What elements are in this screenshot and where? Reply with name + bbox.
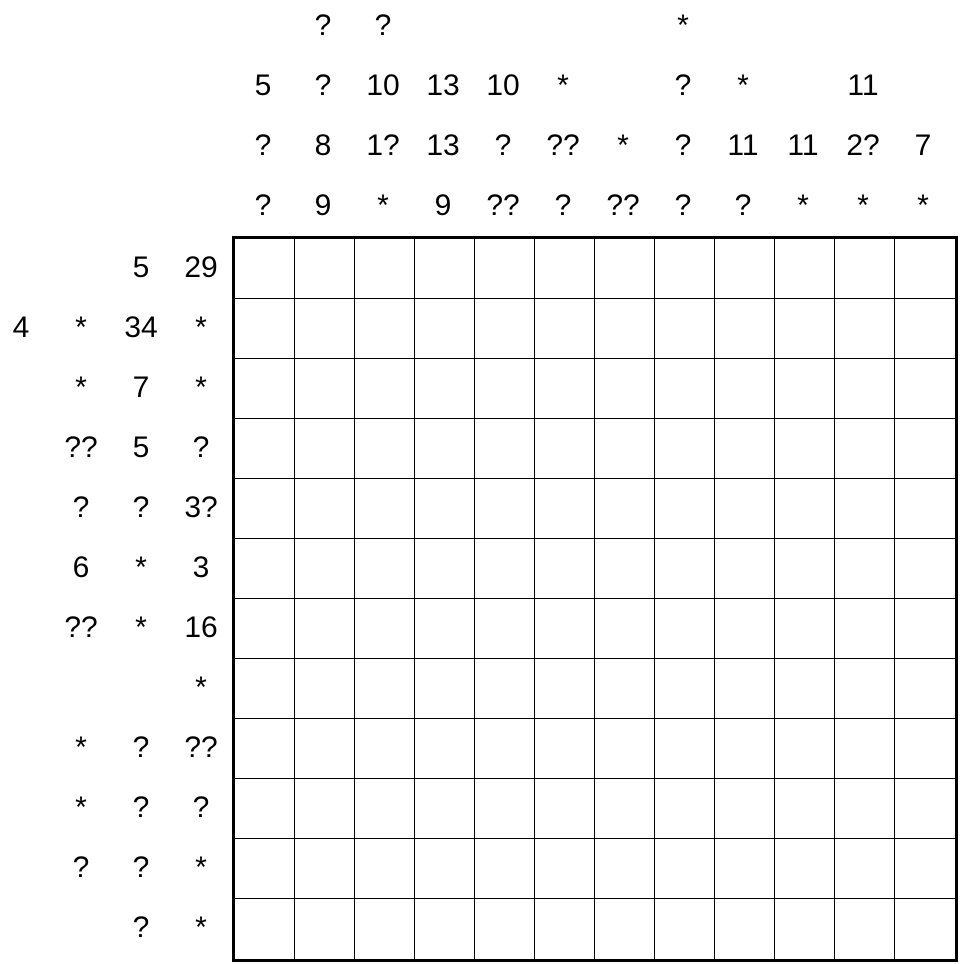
row-clue: *: [195, 311, 207, 344]
grid-cell[interactable]: [295, 779, 355, 839]
grid-cell[interactable]: [355, 299, 415, 359]
grid-cell[interactable]: [715, 779, 775, 839]
grid-cell[interactable]: [475, 599, 535, 659]
grid-cell[interactable]: [835, 419, 895, 479]
grid-cell[interactable]: [775, 719, 835, 779]
grid-cell[interactable]: [775, 839, 835, 899]
grid-cell[interactable]: [595, 659, 655, 719]
grid-cell[interactable]: [895, 299, 955, 359]
column-clue: *: [797, 189, 809, 222]
grid-cell[interactable]: [835, 659, 895, 719]
row-clue: 29: [184, 251, 218, 284]
grid-cell[interactable]: [235, 779, 295, 839]
row-clue: 3: [192, 551, 210, 584]
grid-cell[interactable]: [235, 839, 295, 899]
grid-cell[interactable]: [535, 299, 595, 359]
grid-cell[interactable]: [595, 419, 655, 479]
grid-cell[interactable]: [535, 719, 595, 779]
grid-cell[interactable]: [235, 239, 295, 299]
grid-cell[interactable]: [715, 719, 775, 779]
column-clue: 10: [486, 69, 520, 102]
column-clue: ?: [374, 9, 392, 42]
column-clue: ?: [254, 189, 272, 222]
grid-cell[interactable]: [655, 659, 715, 719]
grid-cell[interactable]: [355, 539, 415, 599]
grid-cell[interactable]: [895, 719, 955, 779]
column-clue: ?: [554, 189, 572, 222]
grid-cell[interactable]: [415, 839, 475, 899]
grid-cell[interactable]: [715, 419, 775, 479]
grid-cell[interactable]: [775, 299, 835, 359]
grid-cell[interactable]: [535, 539, 595, 599]
grid-cell[interactable]: [835, 599, 895, 659]
grid-cell[interactable]: [295, 659, 355, 719]
column-clue: 9: [434, 189, 452, 222]
grid-cell[interactable]: [355, 599, 415, 659]
grid-cell[interactable]: [715, 239, 775, 299]
row-clue: *: [75, 791, 87, 824]
grid-cell[interactable]: [715, 899, 775, 959]
grid-cell[interactable]: [775, 899, 835, 959]
grid-cell[interactable]: [475, 539, 535, 599]
grid-cell[interactable]: [535, 359, 595, 419]
grid-cell[interactable]: [715, 359, 775, 419]
grid-cell[interactable]: [295, 839, 355, 899]
grid-cell[interactable]: [235, 599, 295, 659]
grid-cell[interactable]: [655, 899, 715, 959]
grid-cell[interactable]: [715, 479, 775, 539]
grid-cell[interactable]: [835, 839, 895, 899]
row-clue: 5: [132, 251, 150, 284]
grid-cell[interactable]: [775, 779, 835, 839]
grid-cell[interactable]: [475, 479, 535, 539]
row-clue: *: [195, 851, 207, 884]
column-clue: 2?: [846, 129, 880, 162]
grid-cell[interactable]: [475, 239, 535, 299]
grid-cell[interactable]: [835, 239, 895, 299]
grid-cell[interactable]: [235, 659, 295, 719]
grid-cell[interactable]: [355, 719, 415, 779]
grid-cell[interactable]: [355, 359, 415, 419]
grid-cell[interactable]: [595, 359, 655, 419]
grid-cell[interactable]: [355, 659, 415, 719]
grid-cell[interactable]: [355, 899, 415, 959]
grid-cell[interactable]: [235, 479, 295, 539]
grid-cell[interactable]: [475, 899, 535, 959]
row-clue: ?: [132, 791, 150, 824]
grid-cell[interactable]: [415, 779, 475, 839]
grid-cell[interactable]: [655, 779, 715, 839]
grid-cell[interactable]: [655, 839, 715, 899]
grid-cell[interactable]: [235, 539, 295, 599]
row-clue: ?: [132, 851, 150, 884]
row-clue: *: [195, 371, 207, 404]
grid-cell[interactable]: [295, 599, 355, 659]
column-clue: *: [917, 189, 929, 222]
grid-cell[interactable]: [355, 479, 415, 539]
column-clue: 13: [426, 129, 460, 162]
grid-cell[interactable]: [415, 899, 475, 959]
column-clue: 11: [787, 129, 819, 162]
grid-cell[interactable]: [355, 779, 415, 839]
column-clue: *: [677, 9, 689, 42]
grid-cell[interactable]: [475, 299, 535, 359]
column-clue: ?: [254, 129, 272, 162]
grid-cell[interactable]: [655, 539, 715, 599]
grid-cell[interactable]: [595, 479, 655, 539]
row-clue: *: [135, 611, 147, 644]
row-clue: ??: [64, 611, 98, 644]
grid-cell[interactable]: [715, 599, 775, 659]
grid-cell[interactable]: [655, 419, 715, 479]
grid-cell[interactable]: [595, 779, 655, 839]
grid-cell[interactable]: [415, 239, 475, 299]
row-clue: *: [75, 371, 87, 404]
grid-cell[interactable]: [295, 359, 355, 419]
grid-cell[interactable]: [475, 359, 535, 419]
grid-cell[interactable]: [895, 359, 955, 419]
column-clue: 11: [847, 69, 879, 102]
grid-cell[interactable]: [295, 239, 355, 299]
grid-cell[interactable]: [415, 719, 475, 779]
grid-cell[interactable]: [235, 419, 295, 479]
grid-cell[interactable]: [835, 899, 895, 959]
grid-cell[interactable]: [295, 479, 355, 539]
column-clue: 10: [366, 69, 400, 102]
row-clue: *: [75, 731, 87, 764]
grid-cell[interactable]: [475, 719, 535, 779]
grid-cell[interactable]: [835, 479, 895, 539]
row-clue: ?: [132, 491, 150, 524]
row-clue: ?: [72, 491, 90, 524]
column-clue: *: [557, 69, 569, 102]
column-clue: 11: [727, 129, 759, 162]
grid-cell[interactable]: [895, 779, 955, 839]
column-clue: 5: [254, 69, 272, 102]
grid-cell[interactable]: [775, 599, 835, 659]
grid-cell[interactable]: [235, 299, 295, 359]
grid-cell[interactable]: [715, 839, 775, 899]
grid-cell[interactable]: [355, 239, 415, 299]
grid-cell[interactable]: [235, 719, 295, 779]
grid-cell[interactable]: [295, 539, 355, 599]
grid-cell[interactable]: [475, 839, 535, 899]
grid-cell[interactable]: [775, 359, 835, 419]
row-clue: ??: [64, 431, 98, 464]
row-clue: ??: [184, 731, 218, 764]
puzzle-grid: [232, 236, 958, 962]
grid-cell[interactable]: [775, 419, 835, 479]
grid-cell[interactable]: [835, 299, 895, 359]
grid-cell[interactable]: [475, 779, 535, 839]
grid-cell[interactable]: [415, 599, 475, 659]
grid-cell[interactable]: [835, 359, 895, 419]
column-clue: ?: [314, 69, 332, 102]
grid-cell[interactable]: [595, 539, 655, 599]
grid-cell[interactable]: [535, 839, 595, 899]
column-clue: 13: [426, 69, 460, 102]
row-clue: 5: [132, 431, 150, 464]
grid-cell[interactable]: [895, 599, 955, 659]
grid-cell[interactable]: [235, 359, 295, 419]
grid-cell[interactable]: [295, 899, 355, 959]
grid-cell[interactable]: [415, 539, 475, 599]
column-clue: *: [737, 69, 749, 102]
column-clue: ?: [674, 129, 692, 162]
grid-cell[interactable]: [535, 239, 595, 299]
column-clue: ?: [674, 69, 692, 102]
grid-cell[interactable]: [475, 419, 535, 479]
row-clue: ?: [132, 911, 150, 944]
grid-cell[interactable]: [655, 239, 715, 299]
grid-cell[interactable]: [835, 539, 895, 599]
grid-cell[interactable]: [835, 779, 895, 839]
grid-cell[interactable]: [655, 299, 715, 359]
row-clue: ?: [132, 731, 150, 764]
grid-cell[interactable]: [535, 779, 595, 839]
row-clue: 3?: [184, 491, 218, 524]
grid-cell[interactable]: [655, 479, 715, 539]
grid-cell[interactable]: [775, 659, 835, 719]
row-clue: 4: [12, 311, 30, 344]
row-clue: 7: [132, 371, 150, 404]
grid-cell[interactable]: [535, 659, 595, 719]
grid-cell[interactable]: [475, 659, 535, 719]
grid-cell[interactable]: [535, 419, 595, 479]
column-clue: 8: [314, 129, 332, 162]
grid-cell[interactable]: [895, 659, 955, 719]
column-clue: ??: [606, 189, 640, 222]
grid-cell[interactable]: [715, 659, 775, 719]
grid-cell[interactable]: [415, 659, 475, 719]
grid-cell[interactable]: [895, 239, 955, 299]
grid-cell[interactable]: [415, 359, 475, 419]
grid-cell[interactable]: [595, 839, 655, 899]
column-clue: ?: [494, 129, 512, 162]
grid-cell[interactable]: [595, 239, 655, 299]
grid-cell[interactable]: [715, 539, 775, 599]
grid-cell[interactable]: [355, 839, 415, 899]
column-clue: ??: [486, 189, 520, 222]
grid-cell[interactable]: [535, 899, 595, 959]
column-clue: 7: [914, 129, 932, 162]
grid-cell[interactable]: [295, 419, 355, 479]
column-clue: ?: [734, 189, 752, 222]
row-clue: *: [75, 311, 87, 344]
column-clue: *: [617, 129, 629, 162]
grid-cell[interactable]: [895, 839, 955, 899]
grid-cell[interactable]: [535, 599, 595, 659]
grid-cell[interactable]: [835, 719, 895, 779]
grid-cell[interactable]: [595, 299, 655, 359]
grid-cell[interactable]: [895, 539, 955, 599]
grid-cell[interactable]: [595, 599, 655, 659]
grid-cell[interactable]: [355, 419, 415, 479]
column-clue: ??: [546, 129, 580, 162]
row-clue: ?: [192, 431, 210, 464]
grid-cell[interactable]: [895, 479, 955, 539]
row-clue: *: [195, 911, 207, 944]
row-clue: 16: [184, 611, 218, 644]
column-clue: 1?: [366, 129, 400, 162]
grid-cell[interactable]: [775, 239, 835, 299]
row-clue: *: [195, 671, 207, 704]
grid-cell[interactable]: [715, 299, 775, 359]
row-clue: ?: [72, 851, 90, 884]
grid-cell[interactable]: [415, 419, 475, 479]
grid-cell[interactable]: [655, 599, 715, 659]
grid-cell[interactable]: [895, 419, 955, 479]
grid-cell[interactable]: [655, 719, 715, 779]
column-clue: ?: [314, 9, 332, 42]
column-clue: 9: [314, 189, 332, 222]
grid-cell[interactable]: [235, 899, 295, 959]
grid-cell[interactable]: [295, 299, 355, 359]
row-clue: *: [135, 551, 147, 584]
row-clue: 6: [72, 551, 90, 584]
grid-cell[interactable]: [295, 719, 355, 779]
row-clue: ?: [192, 791, 210, 824]
grid-cell[interactable]: [595, 899, 655, 959]
grid-cell[interactable]: [895, 899, 955, 959]
grid-cell[interactable]: [775, 479, 835, 539]
grid-cell[interactable]: [775, 539, 835, 599]
column-clue: *: [857, 189, 869, 222]
grid-cell[interactable]: [655, 359, 715, 419]
grid-cell[interactable]: [595, 719, 655, 779]
column-clue: ?: [674, 189, 692, 222]
row-clue: 34: [124, 311, 158, 344]
grid-cell[interactable]: [535, 479, 595, 539]
column-clue: *: [377, 189, 389, 222]
grid-cell[interactable]: [415, 299, 475, 359]
grid-cell[interactable]: [415, 479, 475, 539]
